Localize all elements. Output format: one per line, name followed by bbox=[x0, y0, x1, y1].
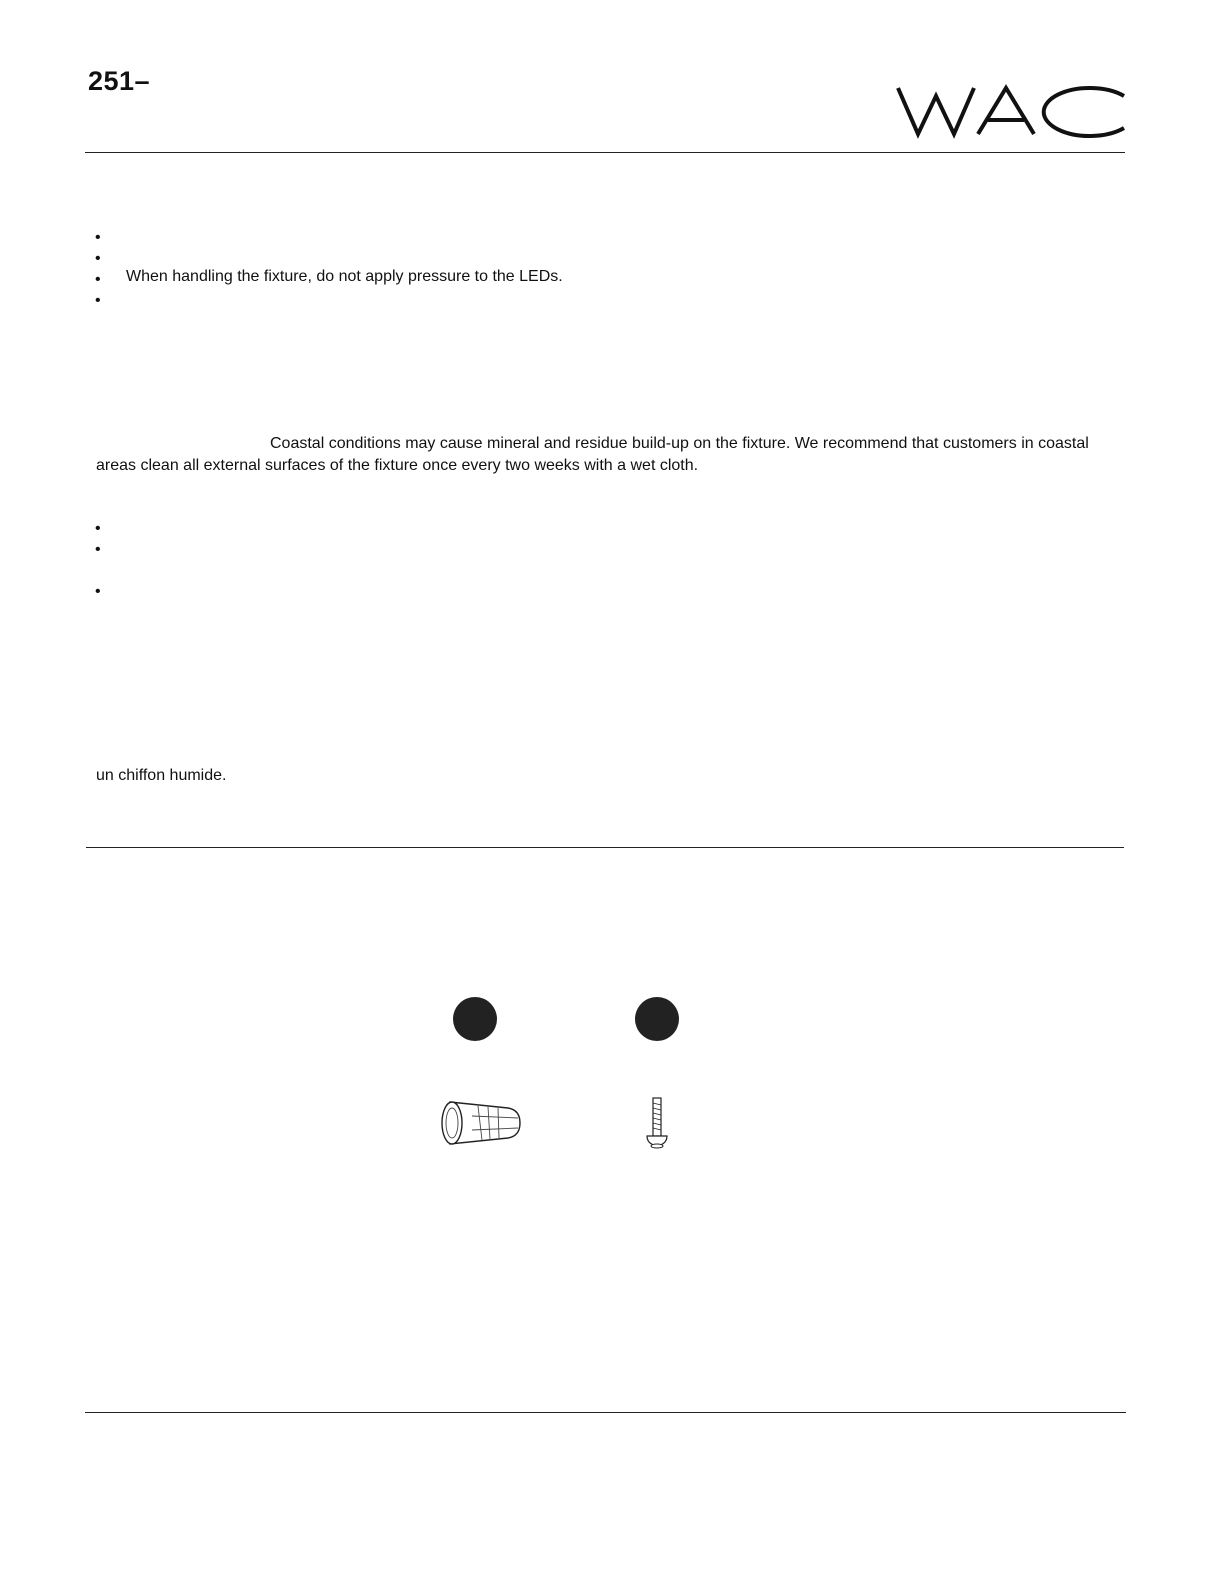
coastal-note-text: Coastal conditions may cause mineral and residue build-up on the fixture. We recommend that customers in coastal areas clean all external surfaces of the fixture once every two weeks with a wet cloth. bbox=[96, 435, 1089, 474]
part-marker-a bbox=[453, 997, 497, 1041]
mounting-screw-icon bbox=[644, 1096, 670, 1150]
footer-divider bbox=[85, 1412, 1126, 1413]
bullet-marker: • bbox=[95, 520, 101, 537]
wire-nut-icon bbox=[438, 1098, 526, 1148]
bullet-marker: • bbox=[95, 271, 101, 288]
part-marker-b bbox=[635, 997, 679, 1041]
header-divider bbox=[85, 152, 1125, 153]
bullet-marker: • bbox=[95, 541, 101, 558]
bullet-marker: • bbox=[95, 583, 101, 600]
wac-logo bbox=[896, 80, 1128, 142]
bullet-marker: • bbox=[95, 250, 101, 267]
model-number: 251– bbox=[88, 66, 151, 96]
bullet-marker: • bbox=[95, 292, 101, 309]
coastal-note bbox=[96, 433, 1128, 477]
french-trailing-text: un chiffon humide. bbox=[96, 767, 227, 784]
bullet-marker: • bbox=[95, 229, 101, 246]
section-divider bbox=[86, 847, 1124, 848]
care-bullet-led-pressure: When handling the fixture, do not apply pressure to the LEDs. bbox=[126, 268, 563, 285]
